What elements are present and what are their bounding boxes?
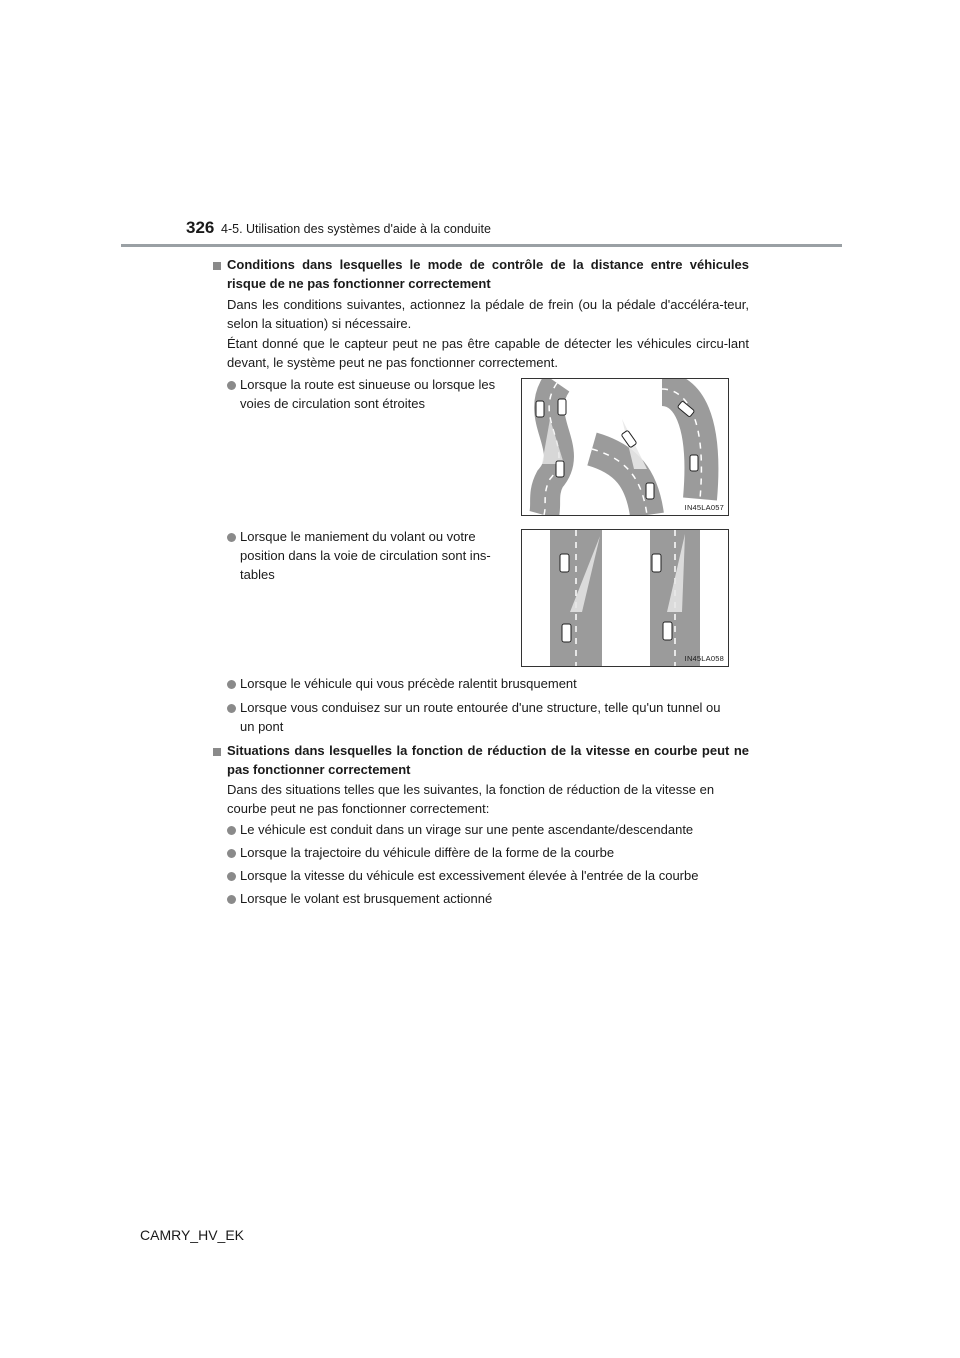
figure-winding-roads [521,378,729,516]
section1-heading: Conditions dans lesquelles le mode de contrôle de la distance entre véhicules risque de ne pas fonctionner correctement [227,257,749,291]
section2-intro-line-2: courbe peut ne pas fonctionner correctement: [227,801,490,816]
bullet-sudden-steering: Lorsque le volant est brusquement actionné [240,891,493,906]
round-bullet-icon [227,872,236,881]
round-bullet-icon [227,826,236,835]
bullet-steering-line-1: Lorsque le maniement du volant ou votre [240,529,476,544]
square-bullet-icon [213,748,221,756]
figure-2-code: IN45LA058 [684,654,724,663]
section2-intro-line-1: Dans des situations telles que les suivantes, la fonction de réduction de la vitesse en [227,782,715,797]
square-bullet-icon [213,262,221,270]
figure-lane-position [521,529,729,667]
round-bullet-icon [227,704,236,713]
bullet-excessive-speed: Lorsque la vitesse du véhicule est excessivement élevée à l'entrée de la courbe [240,868,699,883]
bullet-steering-line-2: position dans la voie de circulation sont ins- [240,548,491,563]
round-bullet-icon [227,680,236,689]
round-bullet-icon [227,849,236,858]
round-bullet-icon [227,381,236,390]
model-code-footer: CAMRY_HV_EK [140,1227,245,1243]
bullet-tunnel-line-1: Lorsque vous conduisez sur un route entourée d'une structure, telle qu'un tunnel ou [240,700,721,715]
page-number: 326 [186,218,215,237]
bullet-trajectory: Lorsque la trajectoire du véhicule diffère de la forme de la courbe [240,845,615,860]
lane-position-illustration [522,530,728,666]
bullet-tunnel-line-2: un pont [240,719,284,734]
bullet-slope-curve: Le véhicule est conduit dans un virage sur une pente ascendante/descendante [240,822,694,837]
bullet-sudden-slowdown: Lorsque le véhicule qui vous précède ralentit brusquement [240,676,577,691]
section-title: 4-5. Utilisation des systèmes d'aide à la conduite [221,222,491,236]
bullet-winding-road-line-1: Lorsque la route est sinueuse ou lorsque les [240,377,496,392]
bullet-steering-line-3: tables [240,567,275,582]
section1-paragraph-2: Étant donné que le capteur peut ne pas être capable de détecter les véhicules circu-lant devant, le système peut ne pas fonctionner correctement. [227,336,749,370]
section1-paragraph-1: Dans les conditions suivantes, actionnez la pédale de frein (ou la pédale d'accéléra-teur, selon la situation) si nécessaire. [227,297,749,331]
winding-roads-illustration [522,379,728,515]
round-bullet-icon [227,533,236,542]
bullet-winding-road-line-2: voies de circulation sont étroites [240,396,425,411]
round-bullet-icon [227,895,236,904]
section2-heading: Situations dans lesquelles la fonction de réduction de la vitesse en courbe peut ne pas fonctionner correctement [227,743,749,777]
header-divider [121,244,842,247]
figure-1-code: IN45LA057 [684,503,724,512]
